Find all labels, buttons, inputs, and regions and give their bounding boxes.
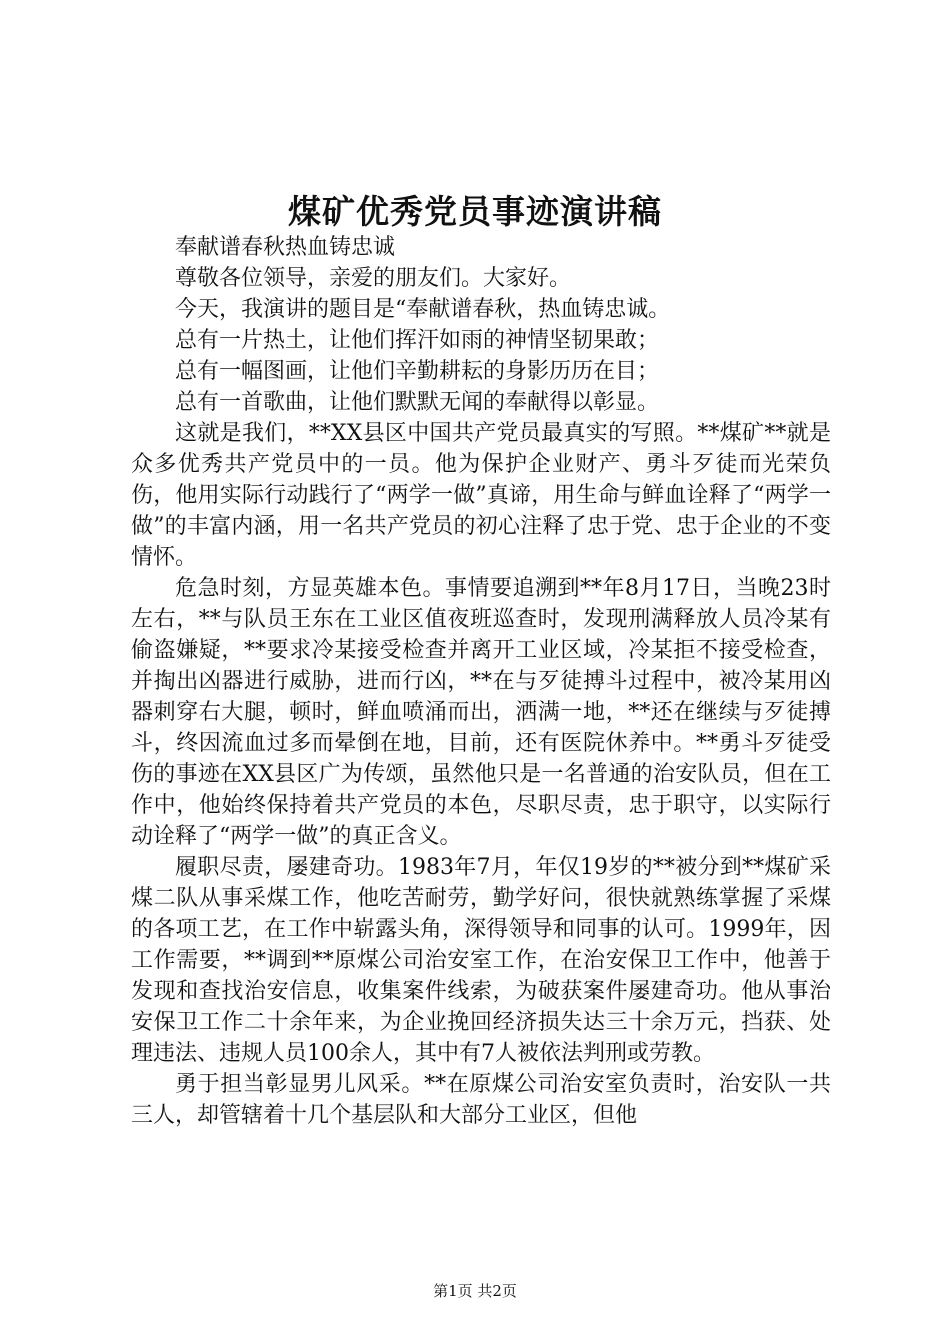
paragraph-crisis: 危急时刻，方显英雄本色。事情要追溯到**年8月17日，当晚23时左右，**与队员王东在工业区值夜班巡查时，发现刑满释放人员冷某有偷盗嫌疑，**要求冷某接受检查并离开工业区域，冷某拒不接受检查，并掏出凶器进行威胁，进而行凶，**在与歹徒搏斗过程中，被冷某用凶器刺穿右大腿，顿时，鲜血喷涌而出，洒满一地，**还在继续与歹徒搏斗，终因流血过多而晕倒在地，目前，还有医院休养中。**勇斗歹徒受伤的事迹在XX县区广为传颂，虽然他只是一名普通的治安队员，但在工作中，他始终保持着共产党员的本色，尽职尽责，忠于职守，以实际行动诠释了“两学一做”的真正含义。 <box>131 576 831 849</box>
paragraph-career: 履职尽责，屡建奇功。1983年7月，年仅19岁的**被分到**煤矿采煤二队从事采煤工作，他吃苦耐劳，勤学好问，很快就熟练掌握了采煤的各项工艺，在工作中崭露头角，深得领导和同事的认可。1999年，因工作需要，**调到**原煤公司治安室工作，在治安保卫工作中，他善于发现和查找治安信息，收集案件线索，为破获案件屡建奇功。他从事治安保卫工作二十余年来，为企业挽回经济损失达三十余万元，挡获、处理违法、违规人员100余人，其中有7人被依法判刑或劳教。 <box>131 855 831 1066</box>
paragraph-intro: 这就是我们，**XX县区中国共产党员最真实的写照。**煤矿**就是众多优秀共产党员中的一员。他为保护企业财产、勇斗歹徒而光荣负伤，他用实际行动践行了“两学一做”真谛，用生命与鲜血诠释了“两学一做”的丰富内涵，用一名共产党员的初心注释了忠于党、忠于企业的不变情怀。 <box>131 421 831 570</box>
paragraph-greeting: 尊敬各位领导，亲爱的朋友们。大家好。 <box>175 266 572 291</box>
paragraph-subtitle: 奉献谱春秋热血铸忠诚 <box>175 235 396 260</box>
paragraph-verse-1: 总有一片热土，让他们挥汗如雨的神情坚韧果敢； <box>175 328 660 353</box>
document-body <box>131 232 831 1131</box>
page-number-footer: 第1页 共2页 <box>433 1282 517 1300</box>
paragraph-verse-3: 总有一首歌曲，让他们默默无闻的奉献得以彰显。 <box>175 390 660 415</box>
paragraph-responsibility: 勇于担当彰显男儿风采。**在原煤公司治安室负责时，治安队一共三人，却管辖着十几个基层队和大部分工业区，但他 <box>131 1072 831 1128</box>
document-title: 煤矿优秀党员事迹演讲稿 <box>288 192 662 231</box>
paragraph-topic: 今天，我演讲的题目是“奉献谱春秋，热血铸忠诚。 <box>175 297 671 322</box>
paragraph-verse-2: 总有一幅图画，让他们辛勤耕耘的身影历历在目； <box>175 359 660 384</box>
